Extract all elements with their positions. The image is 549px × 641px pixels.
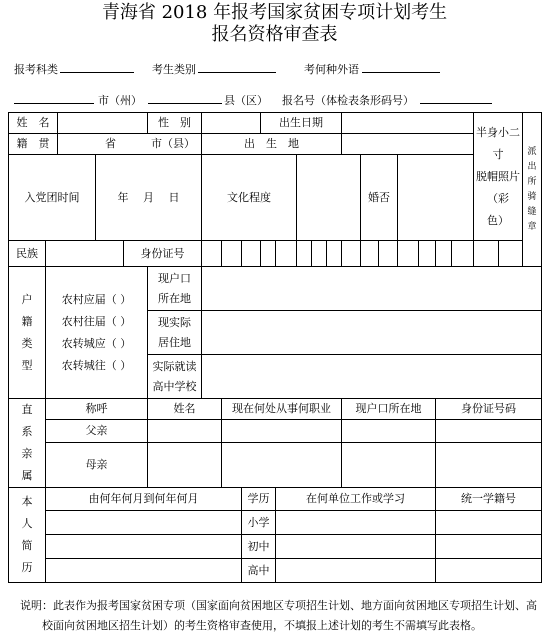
resume-char-3: 简	[21, 539, 33, 552]
id-digit-17[interactable]	[499, 241, 523, 267]
hukou-options	[46, 267, 148, 399]
primary-label: 小学	[242, 511, 276, 535]
name-cell[interactable]	[58, 113, 148, 134]
id-digit-12[interactable]	[398, 241, 419, 267]
junior-where[interactable]	[276, 535, 436, 559]
father-hukou[interactable]	[342, 420, 436, 443]
city-county-label: 市（县）	[151, 137, 195, 150]
actual-school-line1: 实际就读	[152, 359, 197, 373]
current-hukou-line1: 现户口	[158, 271, 191, 285]
junior-student-no[interactable]	[436, 535, 542, 559]
current-residence-cell[interactable]	[202, 311, 542, 355]
resume-label	[9, 488, 46, 583]
education-label: 文化程度	[202, 155, 297, 241]
marriage-label: 婚否	[361, 155, 398, 241]
category-blank[interactable]	[198, 72, 276, 73]
gender-label: 性 别	[148, 113, 202, 134]
hukou-option-2[interactable]: 农村往届（ ）	[61, 314, 132, 328]
city-label: 市（州）	[98, 94, 142, 107]
id-digit-9[interactable]	[342, 241, 361, 267]
reg-no-label: 报名号（体检表条形码号）	[282, 94, 414, 107]
where-header: 在何单位工作或学习	[276, 488, 436, 511]
stamp-char-3: 所	[527, 176, 537, 187]
actual-school-label	[148, 355, 202, 399]
footnote	[20, 596, 540, 636]
id-digit-13[interactable]	[419, 241, 436, 267]
current-residence-line2: 居住地	[158, 335, 191, 349]
rel-id-header: 身份证号码	[436, 399, 542, 420]
relatives-char-3: 亲	[21, 447, 33, 460]
senior-where[interactable]	[276, 559, 436, 583]
occupation-header: 现在何处从事何职业	[222, 399, 342, 420]
relatives-char-2: 系	[21, 425, 33, 438]
id-digit-6[interactable]	[297, 241, 312, 267]
county-blank[interactable]	[148, 103, 222, 104]
birth-date-cell[interactable]	[342, 113, 474, 134]
relatives-char-1: 直	[21, 403, 33, 416]
primary-period[interactable]	[46, 511, 242, 535]
id-digit-5[interactable]	[276, 241, 297, 267]
photo-line1: 半身小二寸	[476, 125, 521, 161]
county-label: 县（区）	[224, 94, 268, 107]
student-no-header: 统一学籍号	[436, 488, 542, 511]
junior-label: 初中	[242, 535, 276, 559]
stamp-char-1: 派	[527, 146, 537, 157]
id-number-label: 身份证号	[124, 241, 202, 267]
hukou-char-2: 籍	[21, 314, 33, 328]
father-label: 父亲	[46, 420, 148, 443]
relatives-char-4: 属	[21, 469, 33, 482]
senior-period[interactable]	[46, 559, 242, 583]
current-hukou-line2: 所在地	[158, 291, 191, 305]
day-label: 日	[168, 190, 180, 204]
senior-student-no[interactable]	[436, 559, 542, 583]
resume-char-1: 本	[21, 495, 33, 508]
subject-label: 报考科类	[14, 63, 58, 76]
native-place-cell[interactable]	[58, 134, 202, 155]
id-digit-16[interactable]	[474, 241, 499, 267]
hukou-char-4: 型	[21, 358, 33, 372]
relatives-label	[9, 399, 46, 488]
police-stamp-cell	[523, 113, 542, 267]
stamp-char-2: 出	[527, 161, 537, 172]
reg-no-blank[interactable]	[420, 103, 492, 104]
id-digit-4[interactable]	[261, 241, 276, 267]
id-digit-15[interactable]	[452, 241, 474, 267]
period-header: 由何年何月到何年何月	[46, 488, 242, 511]
footnote-line1: 说明：此表作为报考国家贫困专项（国家面向贫困地区专项招生计划、地方面向贫困地区专项招生计划、高	[20, 599, 537, 612]
birthplace-cell[interactable]	[342, 134, 474, 155]
form-title-line2: 报名资格审查表	[211, 24, 338, 45]
id-digit-7[interactable]	[312, 241, 327, 267]
mother-id[interactable]	[436, 443, 542, 488]
resume-char-4: 历	[21, 561, 33, 574]
mother-hukou[interactable]	[342, 443, 436, 488]
province-label: 省	[105, 137, 116, 150]
junior-period[interactable]	[46, 535, 242, 559]
relation-header: 称呼	[46, 399, 148, 420]
footnote-line2: 校面向贫困地区招生计划）的考生资格审查使用，不填报上述计划的考生不需填写此表格。	[42, 619, 482, 632]
id-digit-3[interactable]	[242, 241, 261, 267]
join-party-date[interactable]	[96, 155, 202, 241]
photo-cell[interactable]	[474, 113, 523, 241]
id-digit-8[interactable]	[327, 241, 342, 267]
id-digit-2[interactable]	[222, 241, 242, 267]
mother-label: 母亲	[46, 443, 148, 488]
current-residence-line1: 现实际	[158, 315, 191, 329]
school-level-header: 学历	[242, 488, 276, 511]
id-digit-11[interactable]	[379, 241, 398, 267]
category-label: 考生类别	[152, 63, 196, 76]
marriage-cell[interactable]	[398, 155, 474, 241]
actual-school-line2: 高中学校	[152, 379, 197, 393]
form-title-line1: 青海省 2018 年报考国家贫困专项计划考生	[101, 2, 448, 23]
hukou-option-1[interactable]: 农村应届（ ）	[61, 292, 132, 306]
join-party-label: 入党团时间	[9, 155, 96, 241]
current-residence-label	[148, 311, 202, 355]
id-digit-10[interactable]	[361, 241, 379, 267]
hukou-char-1: 户	[21, 292, 33, 306]
hukou-option-4[interactable]: 农转城往（ ）	[61, 358, 132, 372]
current-hukou-cell[interactable]	[202, 267, 542, 311]
primary-where[interactable]	[276, 511, 436, 535]
hukou-char-3: 类	[21, 336, 33, 350]
birth-date-label: 出生日期	[261, 113, 342, 134]
id-digit-14[interactable]	[436, 241, 452, 267]
photo-line3: （彩 色）	[487, 191, 521, 227]
photo-line2: 脱帽照片	[476, 169, 521, 183]
current-hukou-label	[148, 267, 202, 311]
stamp-char-5: 缝	[527, 206, 537, 217]
mother-name[interactable]	[148, 443, 222, 488]
senior-label: 高中	[242, 559, 276, 583]
subject-blank[interactable]	[60, 72, 134, 73]
gender-cell[interactable]	[202, 113, 261, 134]
father-occupation[interactable]	[222, 420, 342, 443]
year-label: 年	[117, 190, 129, 204]
review-form-table	[8, 112, 542, 583]
father-id[interactable]	[436, 420, 542, 443]
ethnicity-label: 民族	[9, 241, 46, 267]
month-label: 月	[143, 190, 154, 204]
native-place-label: 籍 贯	[9, 134, 58, 155]
city-blank[interactable]	[14, 103, 94, 104]
primary-student-no[interactable]	[436, 511, 542, 535]
name-label: 姓 名	[9, 113, 58, 134]
id-digit-1[interactable]	[202, 241, 222, 267]
birthplace-label: 出 生 地	[202, 134, 342, 155]
mother-occupation[interactable]	[222, 443, 342, 488]
language-blank[interactable]	[362, 72, 440, 73]
stamp-char-6: 章	[527, 221, 537, 232]
hukou-option-3[interactable]: 农转城应（ ）	[61, 336, 132, 350]
ethnicity-cell[interactable]	[46, 241, 124, 267]
language-label: 考何种外语	[304, 63, 359, 76]
stamp-char-4: 骑	[527, 191, 537, 202]
rel-name-header: 姓名	[148, 399, 222, 420]
actual-school-cell[interactable]	[202, 355, 542, 399]
hukou-type-label	[9, 267, 46, 399]
education-cell[interactable]	[297, 155, 361, 241]
rel-hukou-header: 现户口所在地	[342, 399, 436, 420]
father-name[interactable]	[148, 420, 222, 443]
resume-char-2: 人	[21, 517, 33, 530]
